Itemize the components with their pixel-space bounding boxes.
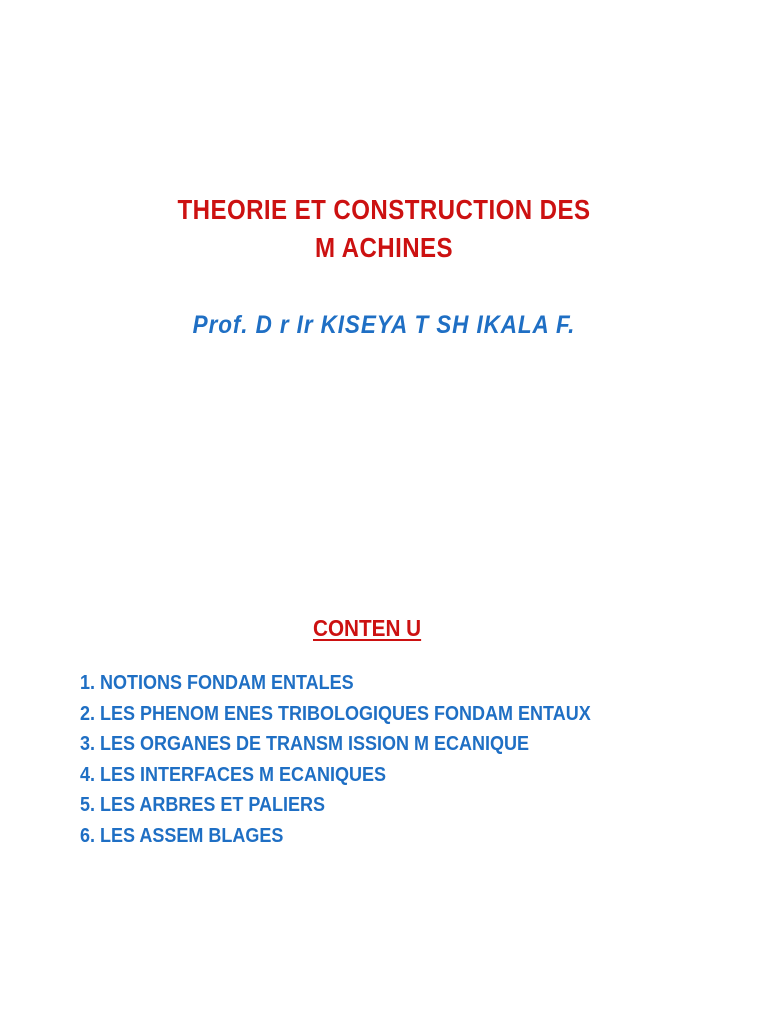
toc-item-5: 5. LES ARBRES ET PALIERS [80, 794, 326, 816]
toc-item-4: 4. LES INTERFACES M ECANIQUES [80, 763, 387, 786]
contents-heading [0, 612, 734, 644]
toc-item-1: 1. NOTIONS FONDAM ENTALES [80, 672, 354, 694]
toc-item-3: 3. LES ORGANES DE TRANSM ISSION M ECANIQUE [80, 733, 530, 755]
author-name: Prof. D r Ir KISEYA T SH IKALA F. [192, 311, 576, 339]
contents-heading-label: CONTEN U [312, 615, 422, 641]
table-of-contents [80, 668, 760, 851]
toc-item-2: 2. LES PHENOM ENES TRIBOLOGIQUES FONDAM ENTAUX [80, 702, 591, 725]
toc-item-6: 6. LES ASSEM BLAGES [80, 824, 284, 847]
document-title-line-1: THEORIE ET CONSTRUCTION DES [177, 194, 591, 225]
document-title-line-2: M ACHINES [314, 232, 454, 263]
